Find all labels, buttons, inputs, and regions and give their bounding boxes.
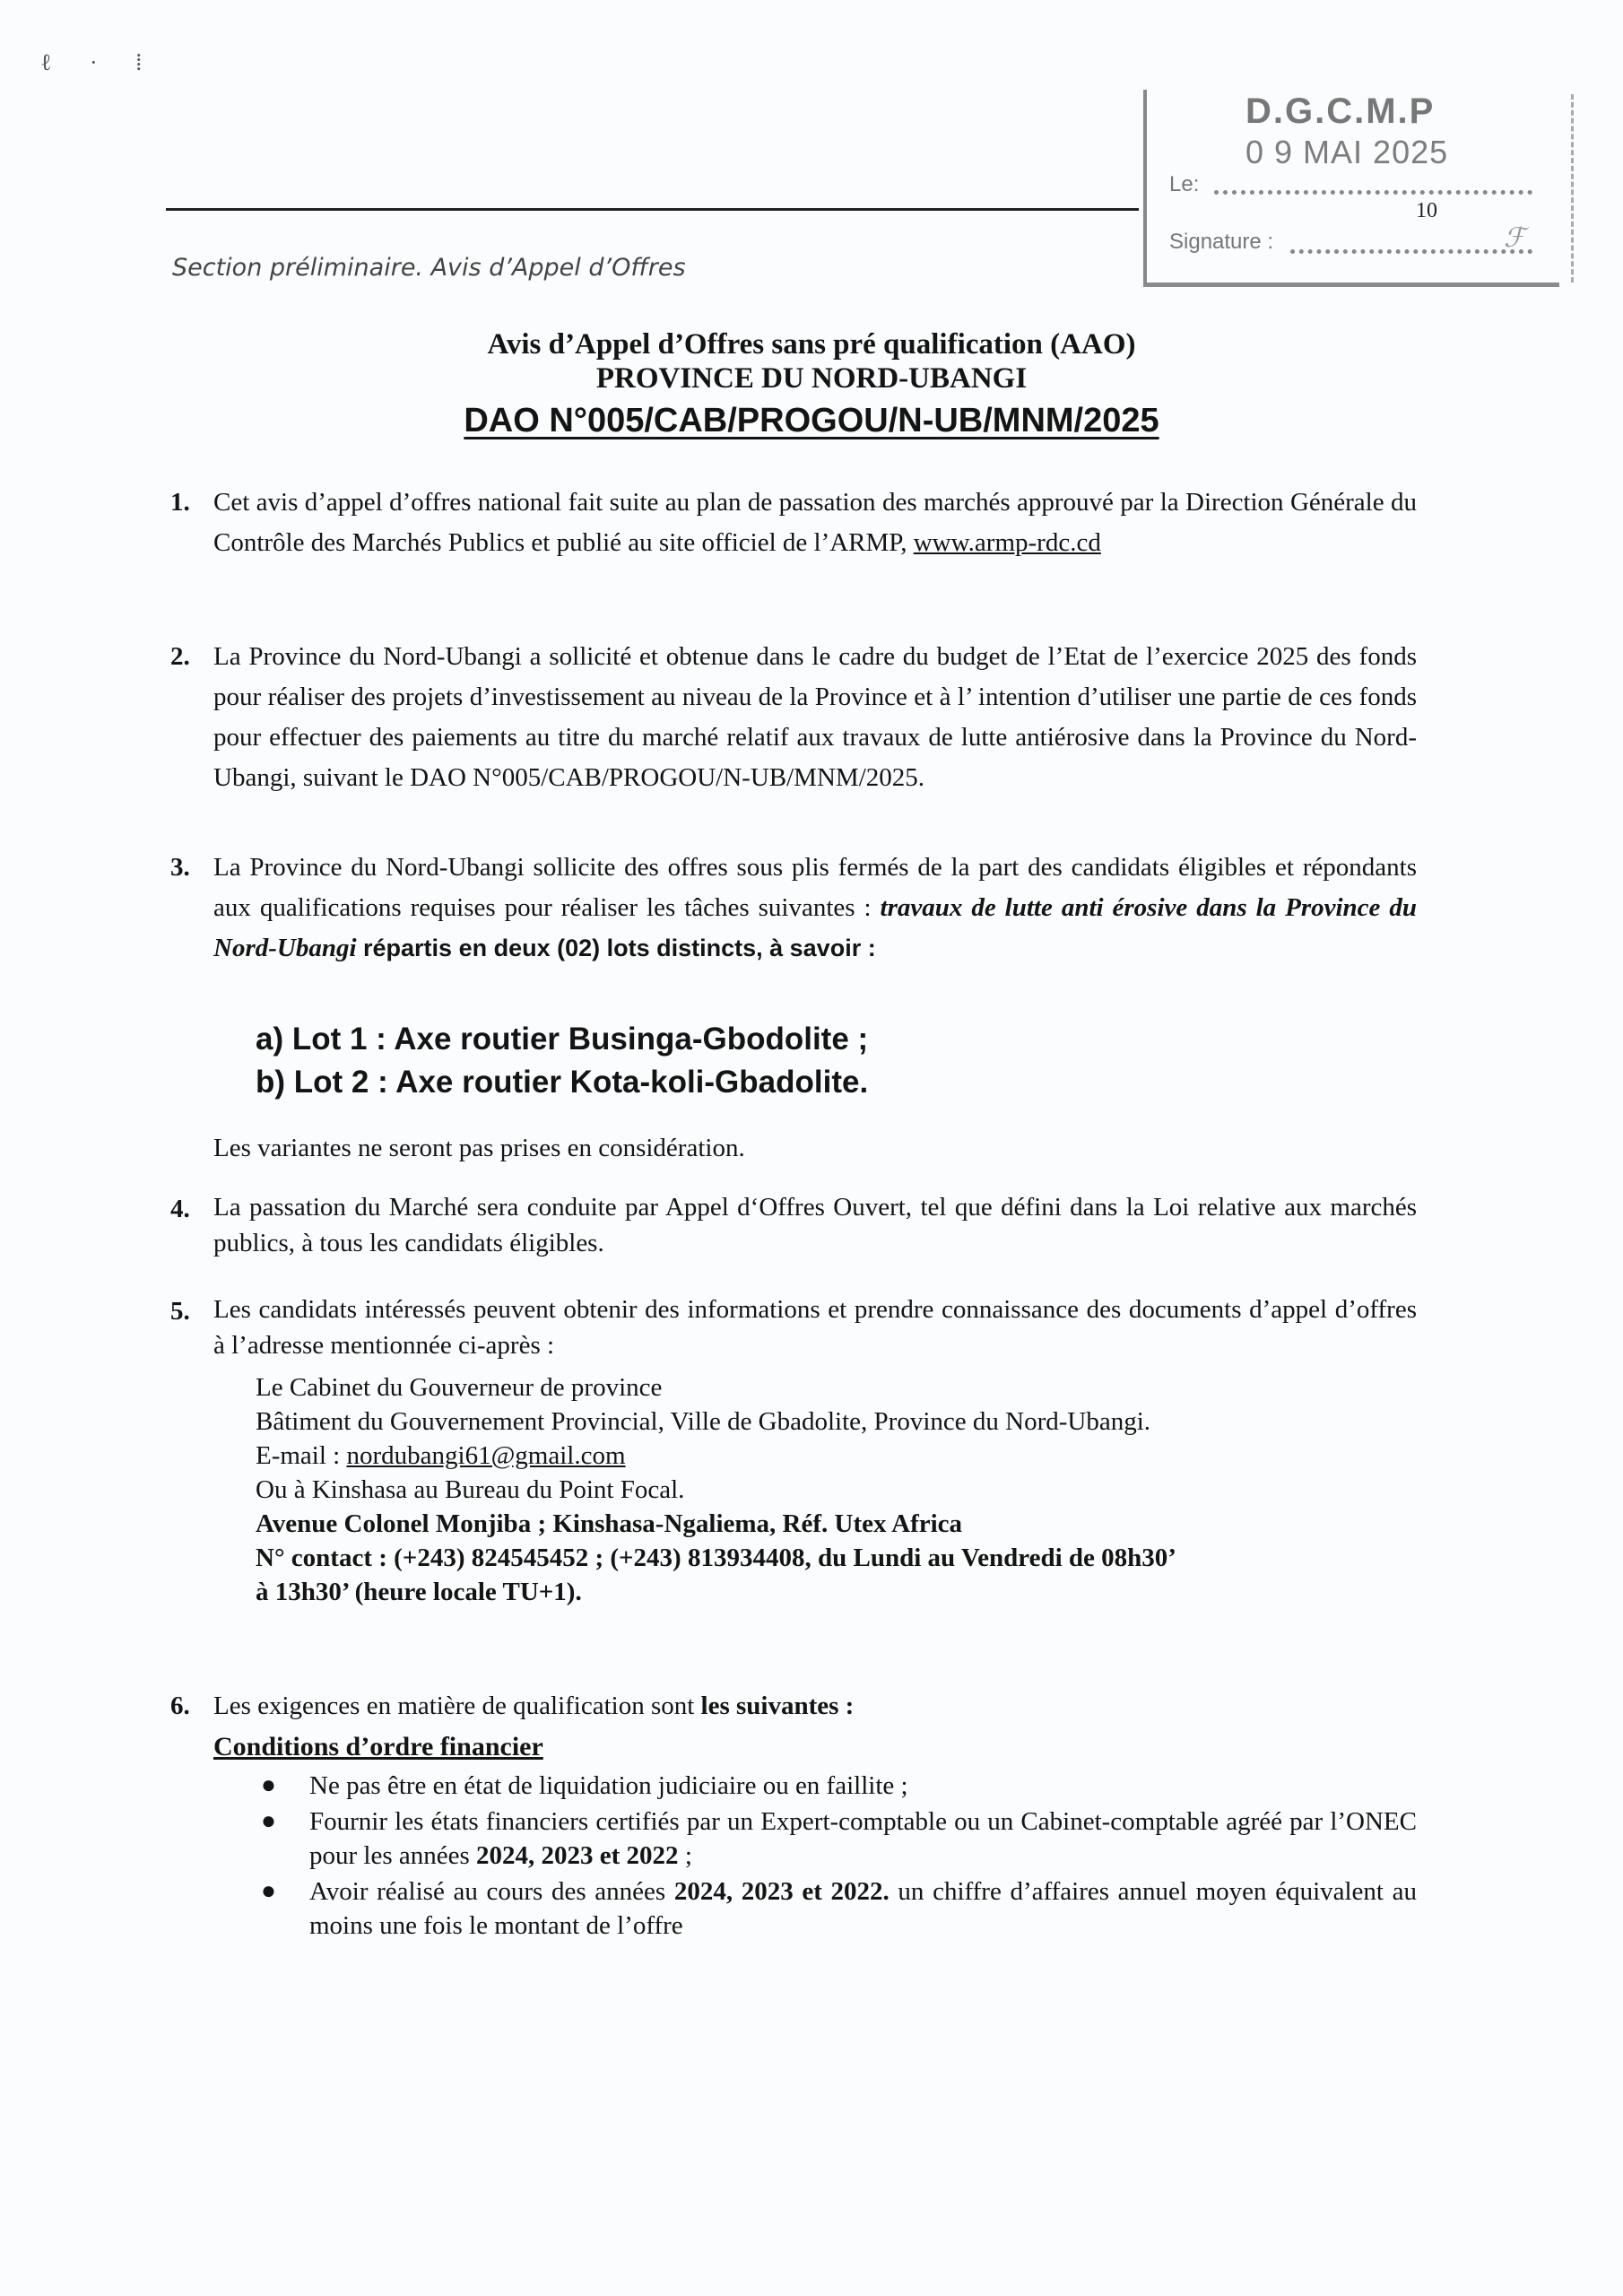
email-line — [256, 1439, 1176, 1473]
corner-marks: ℓ · ⁞ — [40, 49, 159, 75]
paragraph-number: 5. — [170, 1297, 190, 1326]
bullet-icon: ● — [261, 1771, 276, 1799]
paragraph-text: La passation du Marché sera conduite par Appel d‘Offres Ouvert, tel que défini dans la Loi relative aux marchés publics, à tous les candidats éligibles. — [213, 1193, 1417, 1257]
stamp-border — [1571, 94, 1574, 283]
paragraph-text: Cet avis d’appel d’offres national fait suite au plan de passation des marchés approuvé par la Direction Générale du Contrôle des Marchés Publics et publié au site officiel de l’ARMP, — [213, 488, 1417, 557]
header-rule — [166, 208, 1139, 211]
stamp-title: D.G.C.M.P — [1245, 91, 1436, 131]
stamp-number: 10 — [1416, 199, 1437, 222]
paragraph-text: Les exigences en matière de qualification sont — [213, 1692, 701, 1720]
stamp-le-label: Le: — [1169, 172, 1200, 196]
contact-line: N° contact : (+243) 824545452 ; (+243) 813934408, du Lundi au Vendredi de 08h30’ — [256, 1544, 1176, 1572]
lot-2: b) Lot 2 : Axe routier Kota-koli-Gbadolite. — [256, 1065, 869, 1100]
financial-conditions-heading: Conditions d’ordre financier — [213, 1732, 543, 1761]
section-label: Section préliminaire. Avis d’Appel d’Offres — [172, 254, 686, 282]
kinshasa-line: Ou à Kinshasa au Bureau du Point Focal. — [256, 1475, 685, 1504]
bullet-icon: ● — [261, 1877, 276, 1905]
title-dao-number: DAO N°005/CAB/PROGOU/N-UB/MNM/2025 — [464, 402, 1159, 439]
lots-intro: répartis en deux (02) lots distincts, à savoir : — [356, 935, 876, 961]
list-item-text: Avoir réalisé au cours des années — [309, 1877, 674, 1906]
list-item — [256, 1874, 1417, 1943]
lot-1: a) Lot 1 : Axe routier Businga-Gbodolite ; — [256, 1022, 869, 1057]
address-line: Bâtiment du Gouvernement Provincial, Ville de Gbadolite, Province du Nord-Ubangi. — [256, 1407, 1151, 1436]
list-item-tail: un chiffre d’affaires annuel moyen équivalent au moins une fois le montant de l’offre — [309, 1877, 1418, 1940]
paragraph-1 — [170, 483, 1417, 563]
stamp-signature-label: Signature : — [1169, 230, 1274, 254]
email-link[interactable]: nordubangi61@gmail.com — [346, 1441, 626, 1470]
paragraph-number: 6. — [170, 1692, 190, 1720]
address-line: Le Cabinet du Gouverneur de province — [256, 1373, 663, 1402]
paragraph-text: Les candidats intéressés peuvent obtenir des informations et prendre connaissance des documents d’appel d’offres à l’adresse mentionnée ci-après : — [213, 1295, 1417, 1360]
stamp-date: 0 9 MAI 2025 — [1245, 134, 1449, 170]
signature-scribble: ℱ — [1504, 222, 1525, 254]
list-item-years: 2024, 2023 et 2022. — [673, 1877, 890, 1906]
title-province: PROVINCE DU NORD-UBANGI — [595, 362, 1028, 395]
email-label: E-mail : — [256, 1441, 347, 1470]
paragraph-text: La Province du Nord-Ubangi sollicite des offres sous plis fermés de la part des candidats éligibles et répondants aux qualifications requises pour réaliser les tâches suivantes : — [213, 853, 1417, 922]
list-item-text: Ne pas être en état de liquidation judiciaire ou en faillite ; — [309, 1771, 908, 1800]
paragraph-number: 2. — [170, 642, 190, 671]
list-item-tail: ; — [678, 1841, 692, 1870]
paragraph-number: 4. — [170, 1195, 190, 1223]
list-item-text: Fournir les états financiers certifiés par un Expert-comptable ou un Cabinet-comptable agréé par l’ONEC pour les années — [309, 1807, 1417, 1870]
armp-link[interactable]: www.armp-rdc.cd — [913, 528, 1101, 557]
paragraph-5 — [170, 1292, 1417, 1363]
paragraph-6 — [170, 1686, 1417, 1726]
stamp-dotted-line — [1290, 249, 1532, 254]
list-item — [256, 1805, 1417, 1873]
list-item-years: 2024, 2023 et 2022 — [476, 1841, 679, 1870]
paragraph-2 — [170, 637, 1417, 798]
list-item — [256, 1769, 1417, 1803]
financial-conditions-list — [256, 1769, 1417, 1944]
paragraph-bold-tail: les suivantes : — [700, 1692, 855, 1720]
avenue-line: Avenue Colonel Monjiba ; Kinshasa-Ngaliema, Réf. Utex Africa — [256, 1509, 963, 1538]
variantes-note: Les variantes ne seront pas prises en considération. — [213, 1134, 745, 1162]
paragraph-number: 1. — [170, 488, 190, 517]
paragraph-4 — [170, 1189, 1417, 1261]
title-aao: Avis d’Appel d’Offres sans pré qualification (AAO) — [487, 328, 1136, 361]
paragraph-text: La Province du Nord-Ubangi a sollicité et obtenue dans le cadre du budget de l’Etat de l’exercice 2025 des fonds pour réaliser des projets d’investissement au niveau de la Province et à l’ intention d’utiliser une partie de ces fonds pour effectuer des paiements au titre du marché relatif aux travaux de lutte antiérosive dans la Province du Nord-Ubangi, suivant le DAO N°005/CAB/PROGOU/N-UB/MNM/2025. — [213, 642, 1417, 792]
paragraph-3 — [170, 848, 1417, 969]
stamp-dotted-line — [1214, 190, 1532, 195]
paragraph-number: 3. — [170, 853, 190, 882]
hours-line: à 13h30’ (heure locale TU+1). — [256, 1578, 582, 1606]
address-block — [256, 1370, 1176, 1609]
works-description: travaux de lutte anti érosive dans la Province du Nord-Ubangi — [213, 893, 1418, 962]
bullet-icon: ● — [261, 1807, 276, 1835]
dgcmp-stamp — [1143, 90, 1559, 287]
